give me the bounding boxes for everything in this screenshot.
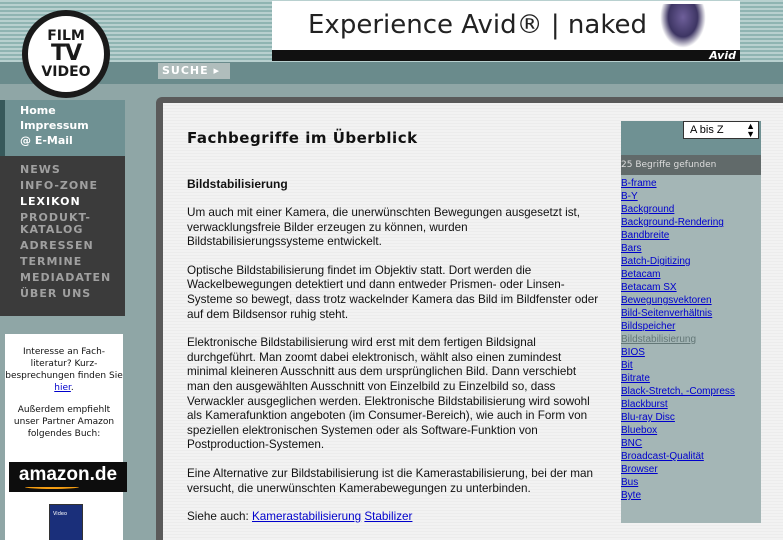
- term-link[interactable]: Background: [621, 204, 675, 215]
- term-link[interactable]: Bluebox: [621, 425, 658, 436]
- email-link[interactable]: @ E-Mail: [20, 134, 73, 147]
- term-link[interactable]: BNC: [621, 438, 643, 449]
- see-also-link[interactable]: Kamerastabilisierung: [251, 510, 362, 524]
- nav-produkt[interactable]: PRODUKT-: [20, 211, 91, 224]
- term-link[interactable]: BIOS: [621, 347, 645, 358]
- amazon-logo[interactable]: amazon.de: [9, 462, 127, 492]
- nav-lexikon[interactable]: LEXIKON: [20, 195, 81, 208]
- paragraph: Optische Bildstabilisierung findet im Objektiv statt. Dort werden die Wackelbewegungen detektiert und dann entweder Prismen- oder Linsen-Systeme so bewegt, dass trotz wackelnder Kamera das Bild im Bildfenster oder auf dem Bildsensor ruhig steht.: [187, 263, 599, 321]
- book-cover-image[interactable]: Video: [49, 504, 83, 540]
- term-link[interactable]: Broadcast-Qualität: [621, 451, 704, 462]
- main-nav: [0, 156, 125, 316]
- term-link[interactable]: Batch-Digitizing: [621, 256, 691, 267]
- term-heading: Bildstabilisierung: [187, 177, 288, 191]
- promo-text-2: Außerdem empfiehlt unser Partner Amazon folgendes Buch:: [13, 405, 115, 439]
- term-link[interactable]: Black-Stretch, -Compress: [621, 386, 735, 397]
- term-link[interactable]: Browser: [621, 464, 658, 475]
- impressum-link[interactable]: Impressum: [20, 119, 89, 132]
- nav-katalog[interactable]: KATALOG: [20, 223, 84, 236]
- logo-line-1: FILM: [47, 28, 85, 44]
- see-also: Siehe auch: Kamerastabilisierung Stabilizer: [187, 510, 413, 524]
- content-panel: [163, 103, 783, 540]
- search-tab[interactable]: SUCHE ▸: [158, 63, 230, 79]
- term-index: [621, 121, 761, 523]
- term-link[interactable]: Byte: [621, 490, 642, 501]
- term-link[interactable]: Bild-Seitenverhältnis: [621, 308, 713, 319]
- ad-banner[interactable]: [272, 1, 740, 61]
- promo-text-1: Interesse an Fach-literatur? Kurz-besprechungen finden Sie hier.: [5, 347, 123, 393]
- index-header: [621, 121, 761, 155]
- term-link[interactable]: Bus: [621, 477, 639, 488]
- page-title: Fachbegriffe im Überblick: [187, 129, 418, 147]
- amazon-smile-icon: [25, 485, 79, 489]
- term-link[interactable]: Bildspeicher: [621, 321, 676, 332]
- term-link[interactable]: Background-Rendering: [621, 217, 724, 228]
- term-link[interactable]: Bitrate: [621, 373, 650, 384]
- sidebar-top-links: [0, 100, 125, 156]
- term-link[interactable]: Betacam SX: [621, 282, 677, 293]
- paragraph: Um auch mit einer Kamera, die unerwünschten Bewegungen ausgesetzt ist, verwacklungsfreie Bilder erzeugen zu können, wurden Bildstabilisierungssysteme entwickelt.: [187, 206, 581, 249]
- promo-box: [5, 334, 123, 540]
- term-link[interactable]: Bildstabilisierung: [621, 334, 697, 345]
- nav-info-zone[interactable]: INFO-ZONE: [20, 179, 98, 192]
- term-link[interactable]: B-Y: [621, 191, 638, 202]
- banner-brand: Avid: [709, 49, 736, 62]
- term-link[interactable]: Bewegungsvektoren: [621, 295, 712, 306]
- term-link[interactable]: B-frame: [621, 178, 657, 189]
- see-also-link[interactable]: Stabilizer: [364, 510, 413, 524]
- nav-adressen[interactable]: ADRESSEN: [20, 239, 94, 252]
- logo-line-2: TV: [50, 41, 82, 66]
- article: [187, 129, 599, 539]
- nav-news[interactable]: NEWS: [20, 163, 61, 176]
- term-link[interactable]: Blackburst: [621, 399, 668, 410]
- home-link[interactable]: Home: [20, 104, 56, 117]
- banner-figure-image: [660, 4, 706, 48]
- alphabet-select[interactable]: A bis Z ▲ ▼: [683, 121, 759, 139]
- banner-text: Experience Avid® | naked: [308, 10, 647, 40]
- nav-mediadaten[interactable]: MEDIADATEN: [20, 271, 112, 284]
- term-link[interactable]: Bars: [621, 243, 642, 254]
- nav-ueber-uns[interactable]: ÜBER UNS: [20, 287, 92, 300]
- paragraph: Eine Alternative zur Bildstabilisierung ist die Kamerastabilisierung, bei der man versucht, die unerwünschten Kamerabewegungen zu unterbinden.: [187, 466, 594, 495]
- term-link[interactable]: Betacam: [621, 269, 661, 280]
- nav-termine[interactable]: TERMINE: [20, 255, 83, 268]
- term-link[interactable]: Blu-ray Disc: [621, 412, 675, 423]
- result-count: 25 Begriffe gefunden: [621, 155, 761, 175]
- chevron-updown-icon: ▲ ▼: [746, 121, 755, 139]
- paragraph: Elektronische Bildstabilisierung wird erst mit dem fertigen Bildsignal durchgeführt. Man zoomt dabei elektronisch, wählt also einen zumindest minimal kleineren Ausschnitt aus dem ursprünglichen Bild. Dann verschiebt man den ausgewählten Ausschnitt von Einzelbild zu Einzelbild so, dass Verwackler ausgeglichen werden. Elektronische Bildstabilisierung wird sowohl als Kamerafunktion angeboten (im Consumer-Bereich), wie auch in Form von speziellen elektronischen Systemen oder als Software-Funktion von Postproduction-Systemen.: [187, 336, 590, 452]
- header-band: [0, 62, 783, 84]
- promo-hier-link[interactable]: hier: [54, 383, 71, 393]
- term-link[interactable]: Bit: [621, 360, 633, 371]
- logo-line-3: VIDEO: [41, 64, 91, 80]
- site-logo[interactable]: [22, 10, 110, 98]
- term-list: [621, 175, 761, 502]
- term-link[interactable]: Bandbreite: [621, 230, 670, 241]
